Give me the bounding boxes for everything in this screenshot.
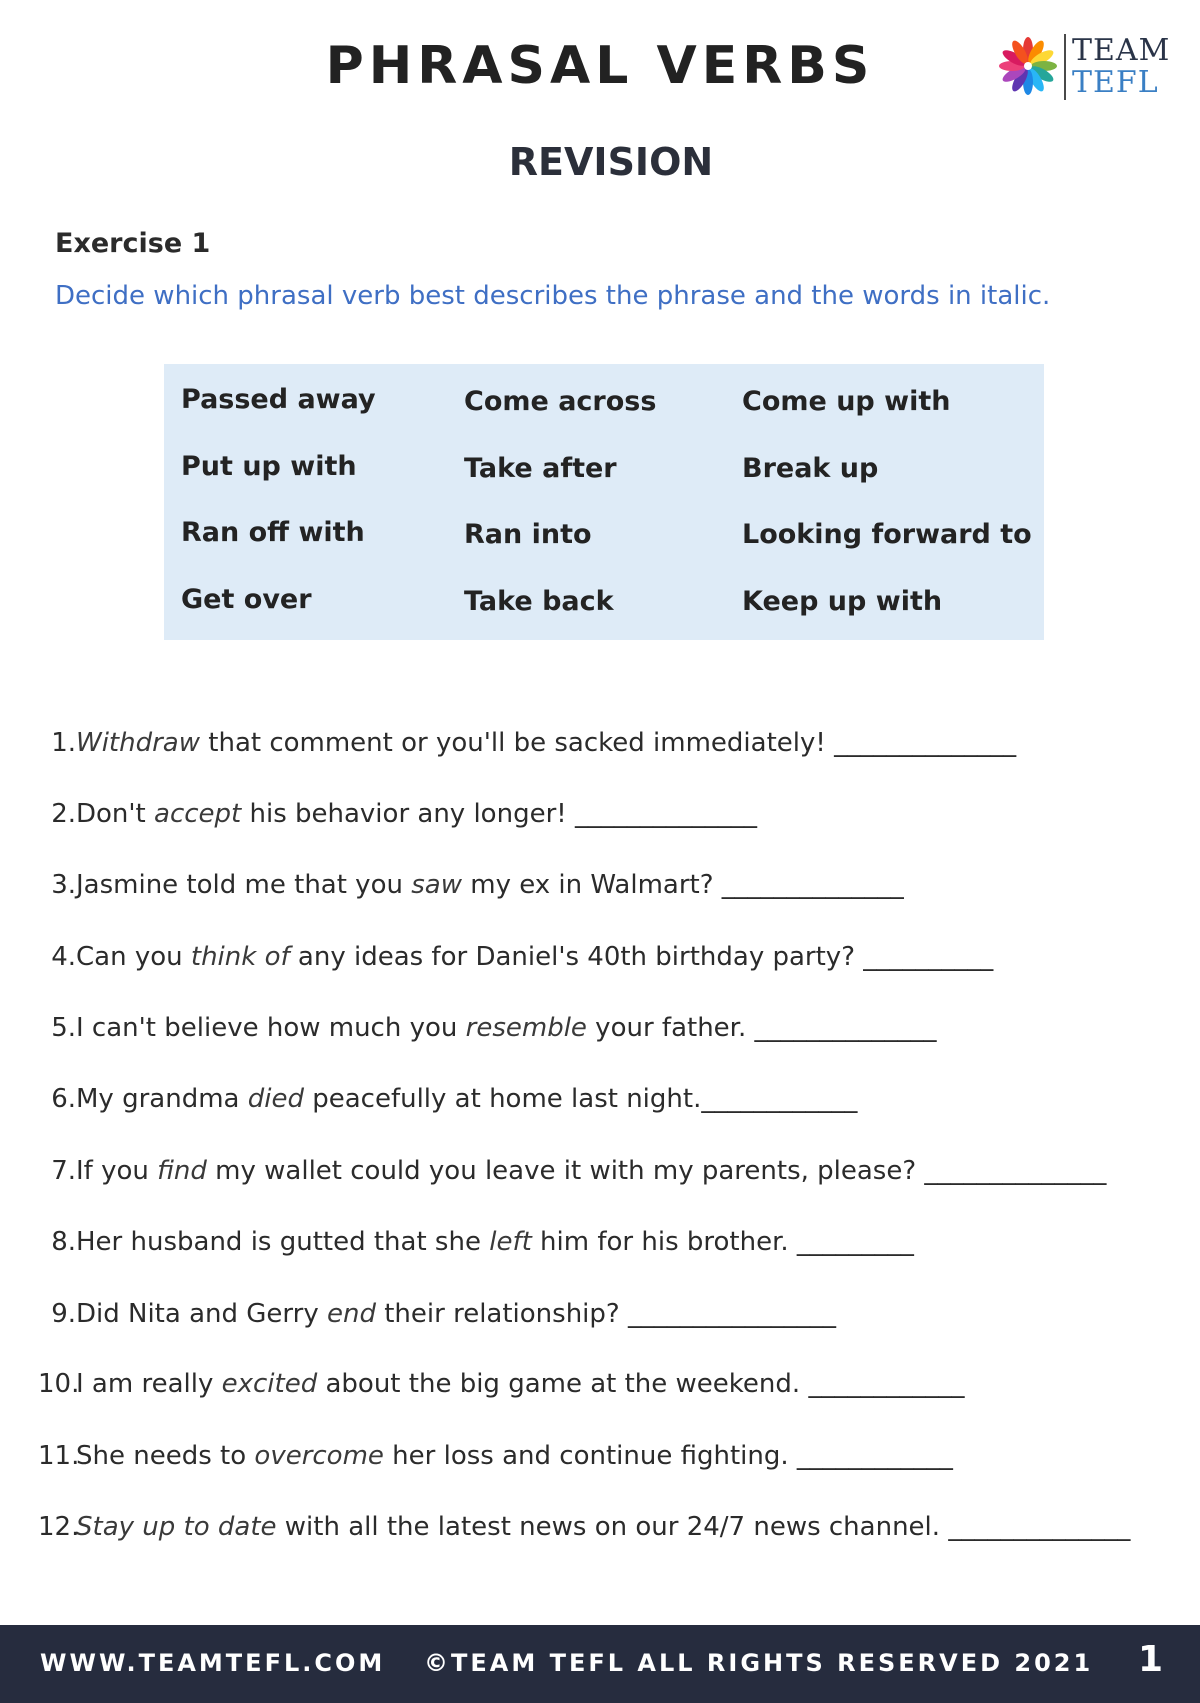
question-8 — [38, 1227, 914, 1257]
question-italic-phrase: left — [489, 1227, 532, 1257]
question-italic-phrase: resemble — [465, 1013, 587, 1043]
question-number: 6. — [51, 1084, 76, 1114]
answer-blank[interactable]: ______________ — [924, 1156, 1107, 1186]
question-text: that comment or you'll be sacked immediately! — [200, 728, 835, 758]
question-2 — [38, 799, 757, 829]
answer-blank[interactable]: ________________ — [627, 1299, 836, 1329]
question-12 — [38, 1512, 1130, 1542]
answer-blank[interactable]: _________ — [796, 1227, 914, 1257]
word-bank-item: Put up with — [181, 451, 357, 482]
question-number: 7. — [51, 1156, 76, 1186]
question-number: 4. — [51, 942, 76, 972]
word-bank-item: Take back — [464, 586, 614, 617]
question-number: 3. — [51, 870, 76, 900]
question-italic-phrase: died — [247, 1084, 304, 1114]
question-italic-phrase: find — [157, 1156, 207, 1186]
answer-blank[interactable]: ______________ — [574, 799, 757, 829]
question-11 — [38, 1441, 953, 1471]
question-3 — [38, 870, 904, 900]
question-number: 10. — [38, 1369, 80, 1399]
footer-website-link[interactable]: WWW.TEAMTEFL.COM — [40, 1649, 386, 1677]
question-italic-phrase: accept — [154, 799, 242, 829]
question-number: 11. — [38, 1441, 80, 1471]
question-italic-phrase: saw — [411, 870, 462, 900]
question-text: their relationship? — [375, 1299, 628, 1329]
question-text: him for his brother. — [531, 1227, 797, 1257]
question-italic-phrase: excited — [221, 1369, 318, 1399]
question-text: Can you — [76, 942, 191, 972]
question-italic-phrase: think of — [190, 942, 290, 972]
word-bank-item: Keep up with — [742, 586, 943, 617]
word-bank-item: Get over — [181, 584, 312, 615]
question-text: I can't believe how much you — [76, 1013, 466, 1043]
word-bank-item: Ran off with — [181, 517, 365, 548]
answer-blank[interactable]: ____________ — [701, 1084, 858, 1114]
question-text: Jasmine told me that you — [76, 870, 412, 900]
question-text: peacefully at home last night. — [303, 1084, 702, 1114]
question-4 — [38, 942, 993, 972]
question-text: my wallet could you leave it with my parents, please? — [206, 1156, 925, 1186]
question-text: Did Nita and Gerry — [76, 1299, 327, 1329]
exercise-instruction: Decide which phrasal verb best describes the phrase and the words in italic. — [55, 281, 1051, 311]
question-italic-phrase: end — [326, 1299, 376, 1329]
page-number: 1 — [1138, 1639, 1164, 1680]
word-bank-item: Take after — [464, 453, 617, 484]
question-text: his behavior any longer! — [241, 799, 575, 829]
question-italic-phrase: Stay up to date — [76, 1512, 277, 1542]
question-number: 5. — [51, 1013, 76, 1043]
question-text: any ideas for Daniel's 40th birthday party? — [289, 942, 864, 972]
logo-divider — [1064, 34, 1066, 100]
word-bank-item: Ran into — [464, 519, 592, 550]
page-subtitle: REVISION — [508, 140, 714, 184]
logo-flower-icon — [998, 36, 1058, 96]
question-text: about the big game at the weekend. — [317, 1369, 809, 1399]
question-number: 2. — [51, 799, 76, 829]
question-italic-phrase: Withdraw — [76, 728, 200, 758]
question-italic-phrase: overcome — [254, 1441, 384, 1471]
question-6 — [38, 1084, 857, 1114]
answer-blank[interactable]: ____________ — [808, 1369, 965, 1399]
question-5 — [38, 1013, 937, 1043]
answer-blank[interactable]: ____________ — [796, 1441, 953, 1471]
answer-blank[interactable]: ______________ — [834, 728, 1017, 758]
footer-bar — [0, 1625, 1200, 1703]
question-1 — [38, 728, 1016, 758]
team-tefl-logo — [998, 32, 1178, 104]
word-bank-item: Break up — [742, 453, 879, 484]
question-text: Her husband is gutted that she — [76, 1227, 490, 1257]
exercise-label: Exercise 1 — [55, 228, 211, 259]
logo-text-tefl: TEFL — [1072, 65, 1159, 100]
question-number: 12. — [38, 1512, 80, 1542]
question-text: If you — [76, 1156, 158, 1186]
question-text: I am really — [76, 1369, 222, 1399]
answer-blank[interactable]: ______________ — [948, 1512, 1131, 1542]
question-number: 1. — [51, 728, 76, 758]
question-text: my ex in Walmart? — [461, 870, 722, 900]
answer-blank[interactable]: ______________ — [754, 1013, 937, 1043]
footer-copyright: ©TEAM TEFL ALL RIGHTS RESERVED 2021 — [424, 1649, 1094, 1677]
answer-blank[interactable]: ______________ — [721, 870, 904, 900]
question-text: Don't — [76, 799, 155, 829]
word-bank-item: Come across — [464, 386, 657, 417]
question-text: My grandma — [76, 1084, 248, 1114]
question-number: 8. — [51, 1227, 76, 1257]
word-bank-item: Looking forward to — [742, 519, 1032, 550]
word-bank-box — [164, 364, 1044, 640]
answer-blank[interactable]: __________ — [863, 942, 994, 972]
question-text: with all the latest news on our 24/7 news channel. — [276, 1512, 949, 1542]
question-9 — [38, 1299, 836, 1329]
question-text: her loss and continue fighting. — [383, 1441, 797, 1471]
question-number: 9. — [51, 1299, 76, 1329]
question-7 — [38, 1156, 1106, 1186]
question-text: She needs to — [76, 1441, 255, 1471]
word-bank-item: Come up with — [742, 386, 951, 417]
word-bank-item: Passed away — [181, 384, 376, 415]
page-title: PHRASAL VERBS — [325, 36, 875, 96]
question-text: your father. — [586, 1013, 755, 1043]
question-10 — [38, 1369, 964, 1399]
logo-text-team: TEAM — [1072, 33, 1171, 68]
